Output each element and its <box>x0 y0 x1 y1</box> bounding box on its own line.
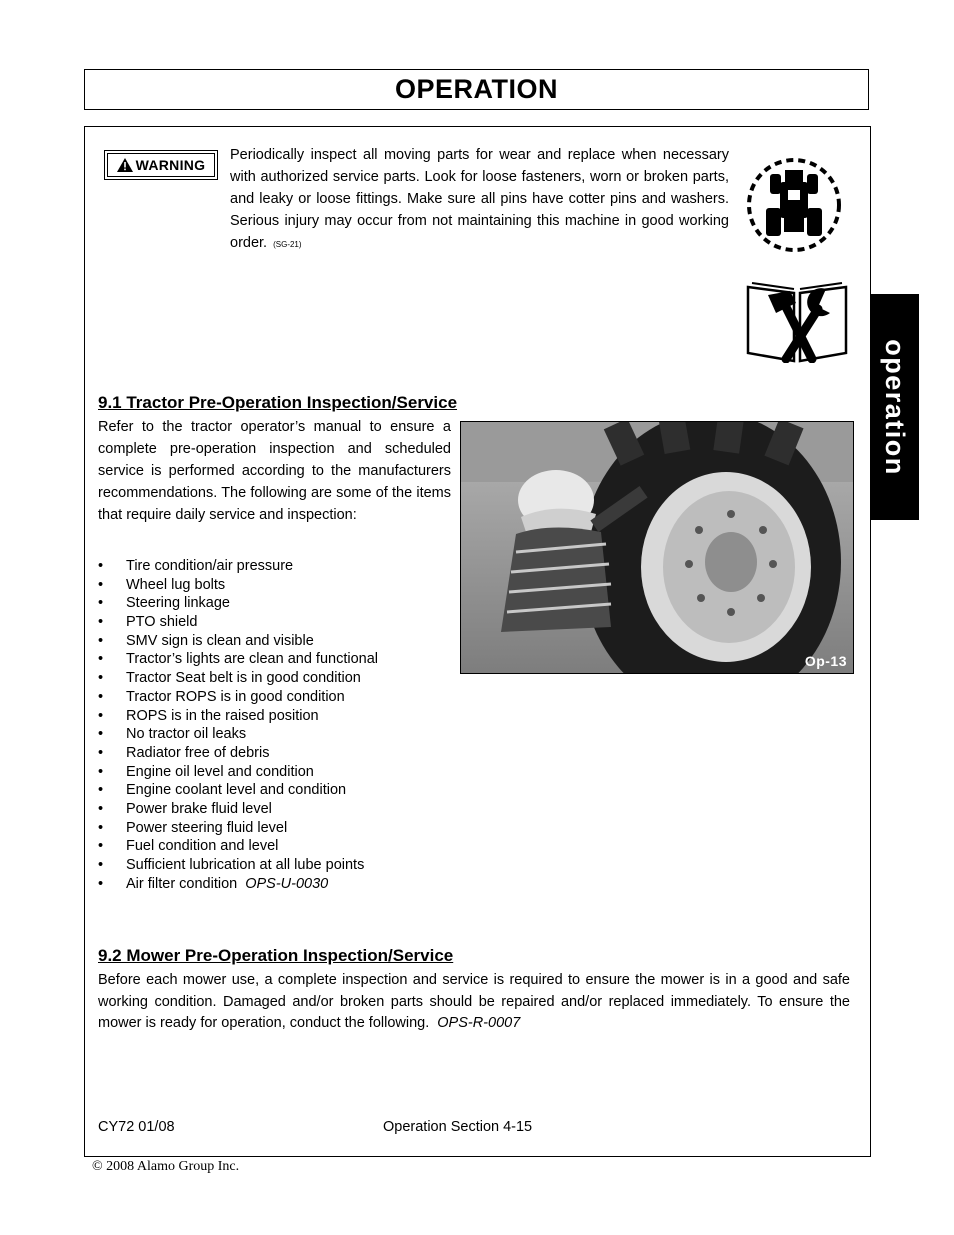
list-item <box>98 875 378 894</box>
warning-text: Periodically inspect all moving parts for wear and replace when necessary with authorized service parts. Look for loose fasteners, worn or broken parts, and leaky or loose fittings. Make sure all pins have cotter pins and washers. Serious injury may occur from not maintaining this machine in good working order. <box>230 147 729 251</box>
list-item-text: Tractor ROPS is in good condition <box>126 688 345 705</box>
section-1-code: OPS-U-0030 <box>245 875 329 892</box>
footer-doc-id: CY72 01/08 <box>98 1119 175 1135</box>
list-item <box>98 763 378 782</box>
list-item <box>98 725 378 744</box>
warning-code: (SG-21) <box>273 240 302 249</box>
section-2-text: Before each mower use, a complete inspection and service is required to ensure the mower is in a good and safe working condition. Damaged and/or broken parts should be repaired and/or replaced immediately. To ensure the mower is ready for operation, conduct the following. <box>98 972 850 1031</box>
list-item-text: No tractor oil leaks <box>126 726 247 743</box>
list-item-text: Power steering fluid level <box>126 819 288 836</box>
bullet: • <box>98 782 104 799</box>
section-2-code: OPS-R-0007 <box>437 1015 521 1031</box>
list-item-text: Sufficient lubrication at all lube points <box>126 857 365 873</box>
list-item <box>98 688 378 707</box>
bullet: • <box>98 651 104 668</box>
bullet: • <box>98 819 104 836</box>
list-item <box>98 856 378 875</box>
bullet: • <box>98 576 104 593</box>
bullet: • <box>98 614 104 631</box>
footer-page-number: Operation Section 4-15 <box>383 1119 533 1135</box>
bullet: • <box>98 800 104 817</box>
warning-paragraph <box>230 144 729 256</box>
warning-label: WARNING <box>135 157 206 173</box>
warning-badge-inner <box>107 153 215 177</box>
warning-badge <box>104 150 218 180</box>
section-2-paragraph <box>98 970 850 1035</box>
section-2-title: 9.2 Mower Pre-Operation Inspection/Service <box>98 946 454 965</box>
bullet: • <box>98 707 104 724</box>
list-item-text: SMV sign is clean and visible <box>126 632 314 649</box>
bullet: • <box>98 595 104 612</box>
list-item <box>98 707 378 726</box>
list-item <box>98 669 378 688</box>
copyright: © 2008 Alamo Group Inc. <box>92 1159 240 1174</box>
list-item <box>98 632 378 651</box>
list-item <box>98 557 378 576</box>
list-item <box>98 594 378 613</box>
list-item <box>98 613 378 632</box>
side-tab <box>870 294 919 520</box>
list-item-text: ROPS is in the raised position <box>126 707 319 724</box>
bullet: • <box>98 744 104 761</box>
tire-inspection-photo <box>460 421 854 674</box>
list-item-text: Power brake fluid level <box>126 800 272 817</box>
list-item <box>98 781 378 800</box>
list-item-text: Radiator free of debris <box>126 744 270 761</box>
list-item-text: Air filter condition <box>126 875 238 892</box>
tire-photo-illustration <box>461 422 854 674</box>
list-item <box>98 576 378 595</box>
list-item-text: Tractor Seat belt is in good condition <box>126 670 361 687</box>
bullet: • <box>98 875 104 892</box>
bullet: • <box>98 670 104 687</box>
bullet: • <box>98 632 104 649</box>
page-header <box>84 69 869 110</box>
side-tab-label: operation <box>880 338 911 476</box>
list-item-text: PTO shield <box>126 614 198 631</box>
inspection-checklist <box>98 557 378 893</box>
list-item-text: Engine coolant level and condition <box>126 782 347 799</box>
list-item-text: Steering linkage <box>126 595 230 612</box>
list-item-text: Fuel condition and level <box>126 838 279 855</box>
bullet: • <box>98 726 104 743</box>
list-item <box>98 744 378 763</box>
bullet: • <box>98 688 104 705</box>
list-item-text: Tire condition/air pressure <box>126 558 294 574</box>
bullet: • <box>98 838 104 855</box>
service-manual-icon <box>746 273 848 363</box>
section-1-intro: Refer to the tractor operator’s manual to ensure a complete pre-operation inspection and scheduled service is performed according to the manufacturers recommendations. The following are some of the items that require daily service and inspection: <box>98 419 451 523</box>
bullet: • <box>98 763 104 780</box>
list-item <box>98 650 378 669</box>
list-item-text: Engine oil level and condition <box>126 763 314 780</box>
bullet: • <box>98 857 104 873</box>
list-item-text: Wheel lug bolts <box>126 576 226 593</box>
bullet: • <box>98 558 104 574</box>
list-item <box>98 800 378 819</box>
photo-label: Op-13 <box>804 653 847 669</box>
list-item-text: Tractor’s lights are clean and functional <box>126 651 379 668</box>
tractor-dashed-circle-icon <box>744 154 844 256</box>
alert-triangle-icon <box>117 158 133 172</box>
header-title: OPERATION <box>394 74 558 104</box>
list-item <box>98 837 378 856</box>
section-1-title: 9.1 Tractor Pre-Operation Inspection/Service <box>98 393 458 412</box>
list-item <box>98 819 378 838</box>
